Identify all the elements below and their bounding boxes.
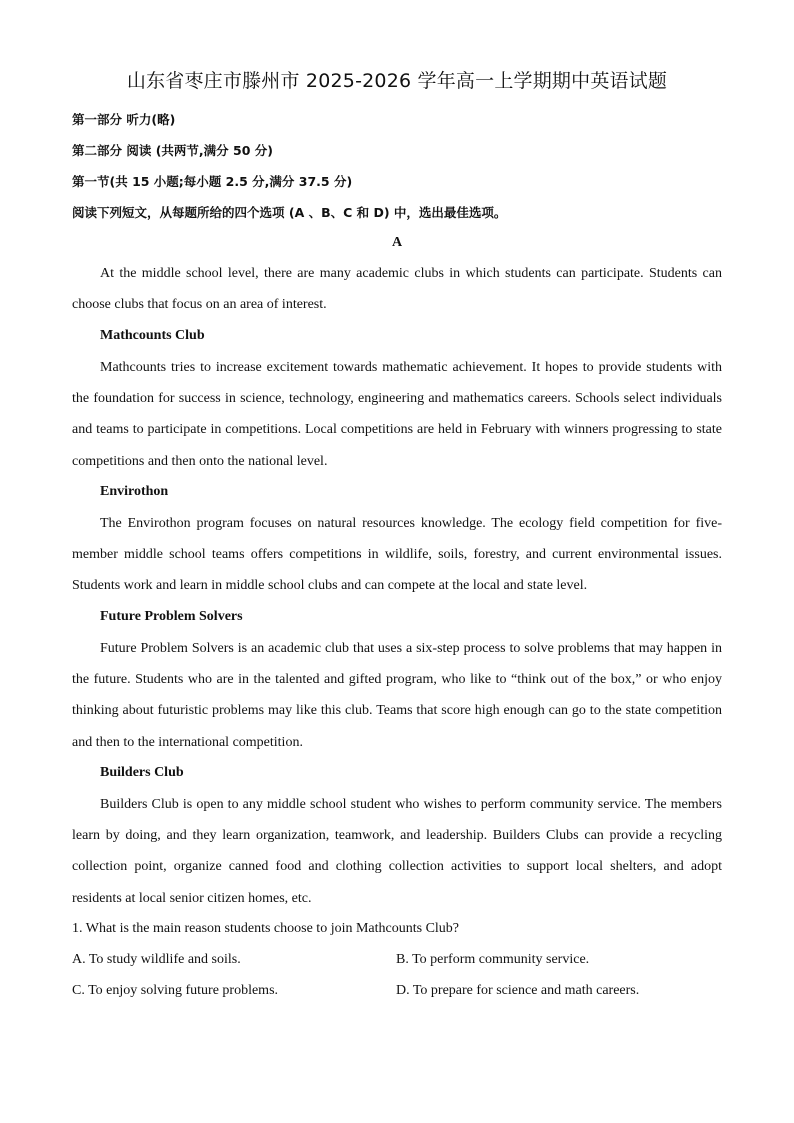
passage-intro: At the middle school level, there are many academic clubs in which students can participate. Students can choose clubs that focus on an area of interest. — [72, 266, 722, 313]
passage-label: A — [391, 235, 403, 250]
question-stem: 1. What is the main reason students choose to join Mathcounts Club? — [72, 921, 460, 936]
club-heading-mathcounts: Mathcounts Club — [100, 328, 205, 343]
option-d: D. To prepare for science and math careers. — [396, 983, 640, 998]
instruction-text: 阅读下列短文，从每题所给的四个选项 (A 、B、C 和 D) 中，选出最佳选项。 — [72, 205, 507, 220]
club-text-builders: Builders Club is open to any middle school student who wishes to perform community service. The members learn by doing, and they learn organization, teamwork, and leadership. Builders Clubs can provide a recycling collection point, organize canned food and clothing collection activities to support local shelters, and adopt residents at local senior citizen homes, etc. — [72, 797, 722, 906]
club-text-mathcounts: Mathcounts tries to increase excitement towards mathematic achievement. It hopes to provide students with the foundation for success in science, technology, engineering and mathematics careers. Schools select individuals and teams to participate in competitions. Local competitions are held in February with winners progressing to state competitions and then onto the national level. — [72, 360, 722, 469]
club-heading-builders: Builders Club — [100, 765, 184, 780]
club-heading-future-problem-solvers: Future Problem Solvers — [100, 609, 243, 624]
option-c: C. To enjoy solving future problems. — [72, 983, 279, 998]
part-one-heading: 第一部分 听力(略) — [72, 112, 176, 127]
option-b: B. To perform community service. — [396, 952, 590, 967]
club-heading-envirothon: Envirothon — [100, 484, 169, 499]
club-text-envirothon: The Envirothon program focuses on natural resources knowledge. The ecology field competition for five-member middle school teams offers competitions in wildlife, soils, forestry, and current environmental issues. Students work and learn in middle school clubs and can compete at the local and state level. — [72, 516, 722, 594]
option-a: A. To study wildlife and soils. — [72, 952, 241, 967]
exam-title: 山东省枣庄市滕州市 2025-2026 学年高一上学期期中英语试题 — [126, 70, 668, 92]
club-text-future-problem-solvers: Future Problem Solvers is an academic club that uses a six-step process to solve problems that may happen in the future. Students who are in the talented and gifted program, who like to “think out of the box,” or who enjoy thinking about futuristic problems may like this club. Teams that score high enough can go to the state competition and then to the international competition. — [72, 641, 722, 750]
section-one-heading: 第一节(共 15 小题;每小题 2.5 分,满分 37.5 分) — [72, 174, 353, 189]
part-two-heading: 第二部分 阅读 (共两节,满分 50 分) — [72, 143, 273, 158]
